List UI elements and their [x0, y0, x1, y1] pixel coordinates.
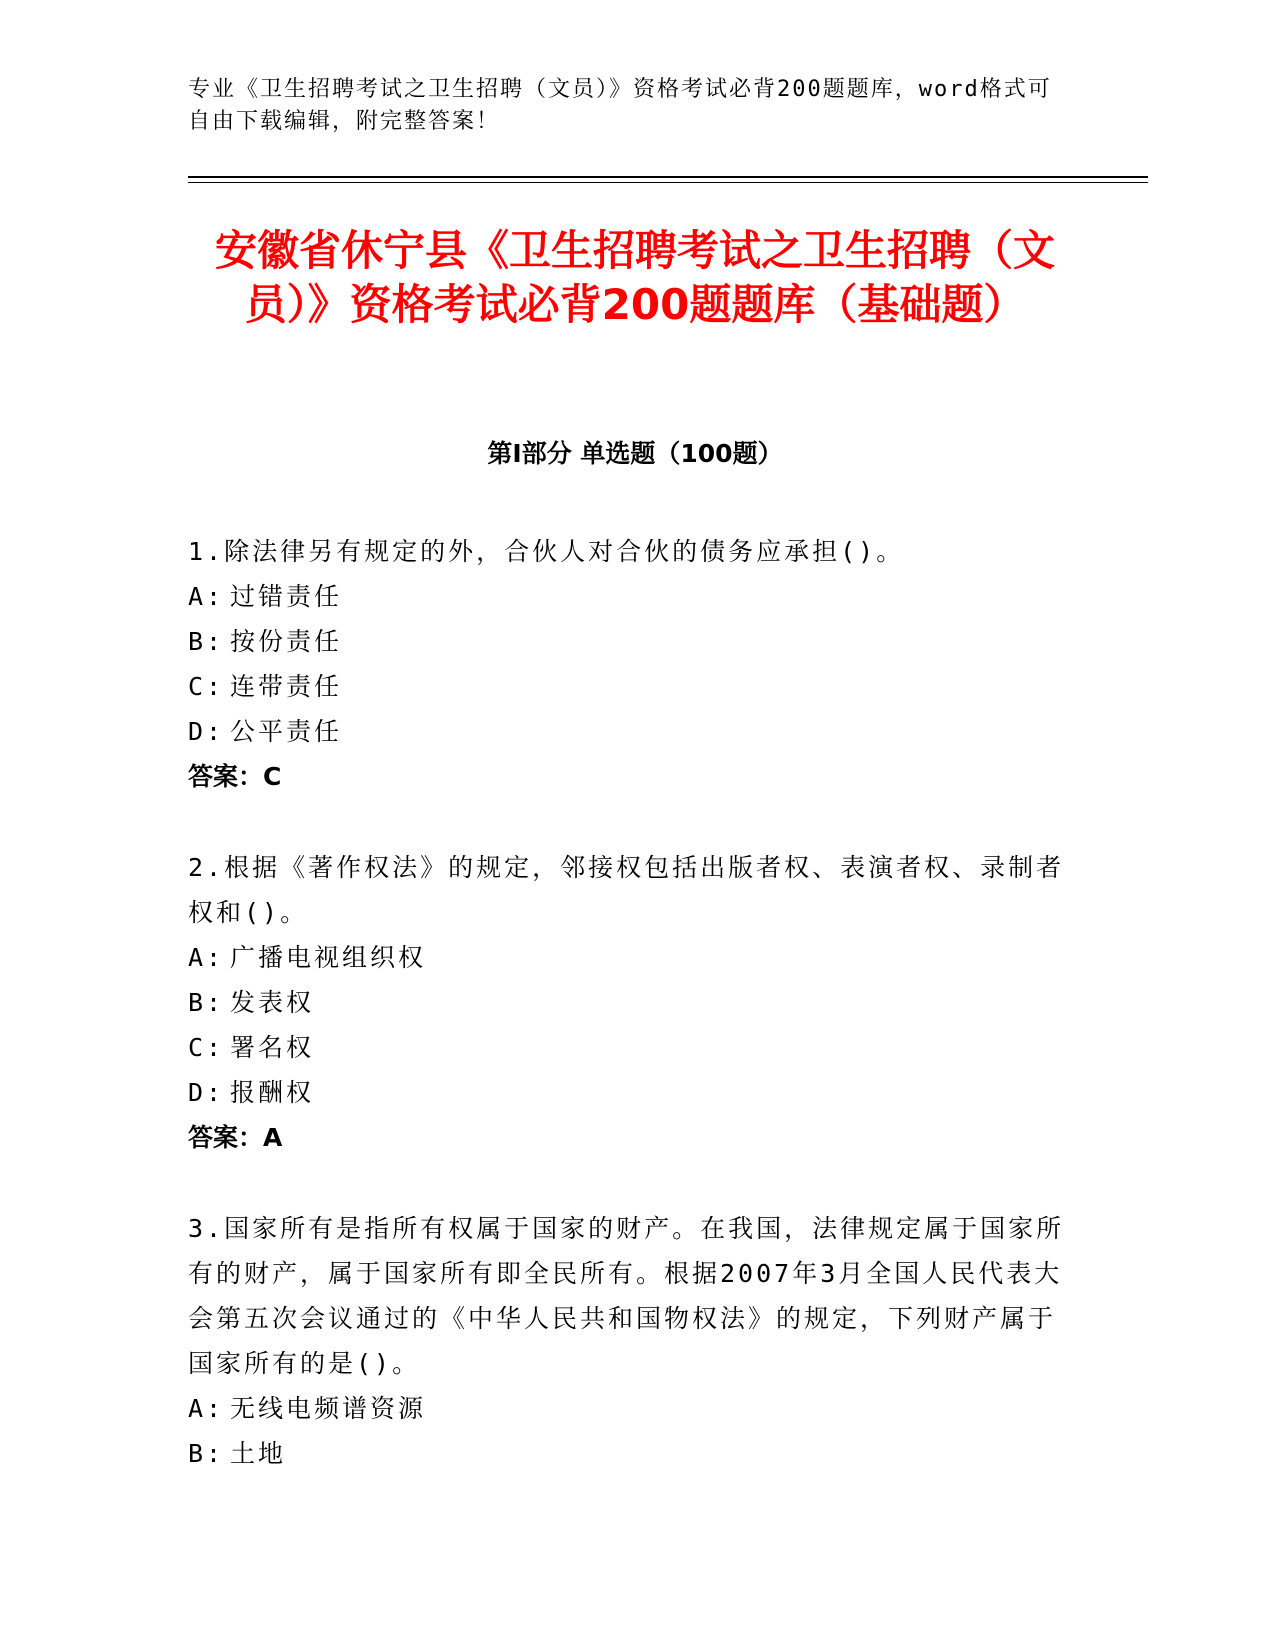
option-text: 广播电视组织权: [230, 943, 427, 972]
option-key: A:: [188, 943, 225, 972]
question-text: 1.除法律另有规定的外，合伙人对合伙的债务应承担()。: [188, 537, 905, 566]
option-key: B:: [188, 988, 225, 1017]
question-2: [188, 845, 1078, 1160]
option-a: [188, 1386, 1078, 1431]
option-key: C:: [188, 1033, 225, 1062]
option-d: [188, 1070, 1078, 1115]
option-text: 报酬权: [230, 1078, 315, 1107]
option-d: [188, 709, 1078, 754]
header-divider-thin: [188, 182, 1148, 183]
option-text: 按份责任: [230, 627, 343, 656]
option-text: 连带责任: [230, 672, 343, 701]
question-list: [188, 529, 1078, 1522]
option-b: [188, 1431, 1078, 1476]
option-text: 署名权: [230, 1033, 315, 1062]
section-heading: 第Ⅰ部分 单选题（100题）: [487, 439, 783, 468]
question-text: 3.国家所有是指所有权属于国家的财产。在我国，法律规定属于国家所有的财产，属于国家所有即全民所有。根据2007年3月全国人民代表大会第五次会议通过的《中华人民共和国物权法》的规定，下列财产属于国家所有的是()。: [188, 1214, 1065, 1378]
option-b: [188, 619, 1078, 664]
option-text: 发表权: [230, 988, 315, 1017]
option-key: A:: [188, 582, 225, 611]
option-key: D:: [188, 1078, 225, 1107]
option-key: D:: [188, 717, 225, 746]
option-text: 过错责任: [230, 582, 343, 611]
option-key: B:: [188, 1439, 225, 1468]
question-text: 2.根据《著作权法》的规定，邻接权包括出版者权、表演者权、录制者权和()。: [188, 853, 1065, 927]
header-divider: [188, 176, 1148, 178]
option-key: C:: [188, 672, 225, 701]
answer-text: 答案：A: [188, 1123, 283, 1152]
option-c: [188, 1025, 1078, 1070]
document-title: 安徽省休宁县《卫生招聘考试之卫生招聘（文员）》资格考试必背200题题库（基础题）: [214, 226, 1055, 329]
answer-text: 答案：C: [188, 762, 282, 791]
option-key: B:: [188, 627, 225, 656]
option-c: [188, 664, 1078, 709]
question-3: [188, 1206, 1078, 1476]
option-text: 无线电频谱资源: [230, 1394, 427, 1423]
option-text: 土地: [230, 1439, 287, 1468]
question-1: [188, 529, 1078, 799]
option-a: [188, 935, 1078, 980]
option-text: 公平责任: [230, 717, 343, 746]
page-header: 专业《卫生招聘考试之卫生招聘（文员）》资格考试必背200题题库，word格式可自由下载编辑，附完整答案！: [188, 77, 1052, 134]
option-b: [188, 980, 1078, 1025]
option-key: A:: [188, 1394, 225, 1423]
option-a: [188, 574, 1078, 619]
